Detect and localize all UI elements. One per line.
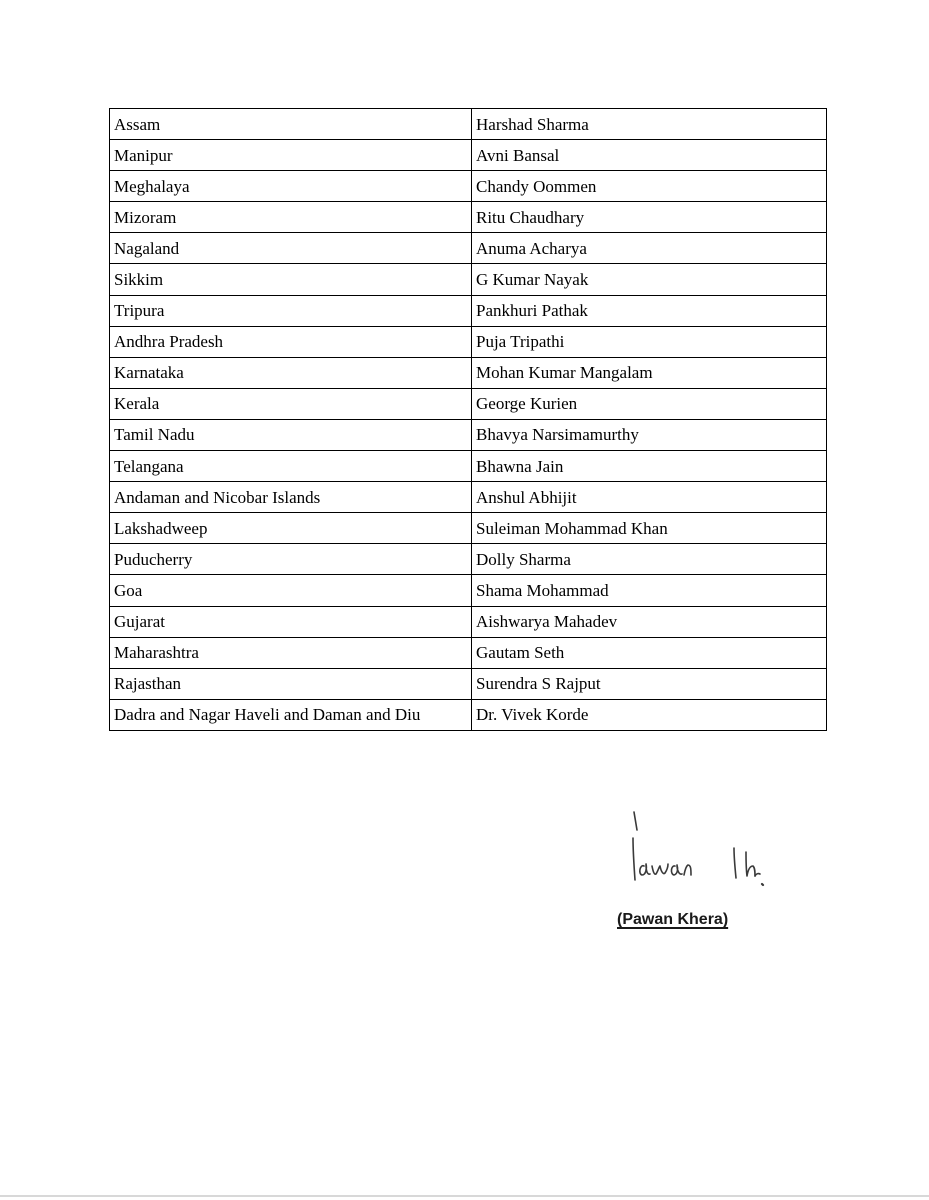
table-row: [110, 419, 827, 450]
person-cell: Mohan Kumar Mangalam: [472, 357, 827, 388]
table-row: [110, 575, 827, 606]
state-cell: Puducherry: [110, 544, 472, 575]
state-cell: Andaman and Nicobar Islands: [110, 482, 472, 513]
table-row: [110, 544, 827, 575]
table-row: [110, 357, 827, 388]
table-row: [110, 264, 827, 295]
person-cell: Suleiman Mohammad Khan: [472, 513, 827, 544]
state-cell: Andhra Pradesh: [110, 326, 472, 357]
state-cell: Gujarat: [110, 606, 472, 637]
table-row: [110, 202, 827, 233]
table-row: [110, 171, 827, 202]
person-cell: Harshad Sharma: [472, 109, 827, 140]
table-row: [110, 699, 827, 730]
person-cell: Anuma Acharya: [472, 233, 827, 264]
state-cell: Tamil Nadu: [110, 419, 472, 450]
table-row: [110, 388, 827, 419]
state-cell: Lakshadweep: [110, 513, 472, 544]
state-cell: Rajasthan: [110, 668, 472, 699]
table-row: [110, 140, 827, 171]
state-cell: Dadra and Nagar Haveli and Daman and Diu: [110, 699, 472, 730]
table-row: [110, 233, 827, 264]
state-cell: Mizoram: [110, 202, 472, 233]
person-cell: Chandy Oommen: [472, 171, 827, 202]
table-row: [110, 295, 827, 326]
person-cell: Surendra S Rajput: [472, 668, 827, 699]
state-cell: Tripura: [110, 295, 472, 326]
person-cell: Ritu Chaudhary: [472, 202, 827, 233]
person-cell: Avni Bansal: [472, 140, 827, 171]
person-cell: Shama Mohammad: [472, 575, 827, 606]
person-cell: George Kurien: [472, 388, 827, 419]
state-assignment-table: [109, 108, 827, 731]
state-cell: Sikkim: [110, 264, 472, 295]
state-cell: Assam: [110, 109, 472, 140]
person-cell: G Kumar Nayak: [472, 264, 827, 295]
state-cell: Meghalaya: [110, 171, 472, 202]
person-cell: Dr. Vivek Korde: [472, 699, 827, 730]
state-cell: Maharashtra: [110, 637, 472, 668]
table-row: [110, 606, 827, 637]
signer-name: (Pawan Khera): [617, 911, 729, 928]
state-cell: Nagaland: [110, 233, 472, 264]
person-cell: Gautam Seth: [472, 637, 827, 668]
state-cell: Kerala: [110, 388, 472, 419]
table-row: [110, 451, 827, 482]
person-cell: Dolly Sharma: [472, 544, 827, 575]
person-cell: Puja Tripathi: [472, 326, 827, 357]
state-cell: Manipur: [110, 140, 472, 171]
person-cell: Anshul Abhijit: [472, 482, 827, 513]
signature-drawing: [622, 808, 782, 898]
handwritten-signature-icon: [622, 808, 782, 898]
table-row: [110, 482, 827, 513]
person-cell: Aishwarya Mahadev: [472, 606, 827, 637]
state-cell: Goa: [110, 575, 472, 606]
page-bottom-edge: [0, 1195, 929, 1197]
person-cell: Bhawna Jain: [472, 451, 827, 482]
state-cell: Karnataka: [110, 357, 472, 388]
table-row: [110, 637, 827, 668]
table-row: [110, 326, 827, 357]
person-cell: Pankhuri Pathak: [472, 295, 827, 326]
table-row: [110, 668, 827, 699]
state-cell: Telangana: [110, 451, 472, 482]
person-cell: Bhavya Narsimamurthy: [472, 419, 827, 450]
assignment-table-body: [110, 109, 827, 731]
table-row: [110, 109, 827, 140]
table-row: [110, 513, 827, 544]
